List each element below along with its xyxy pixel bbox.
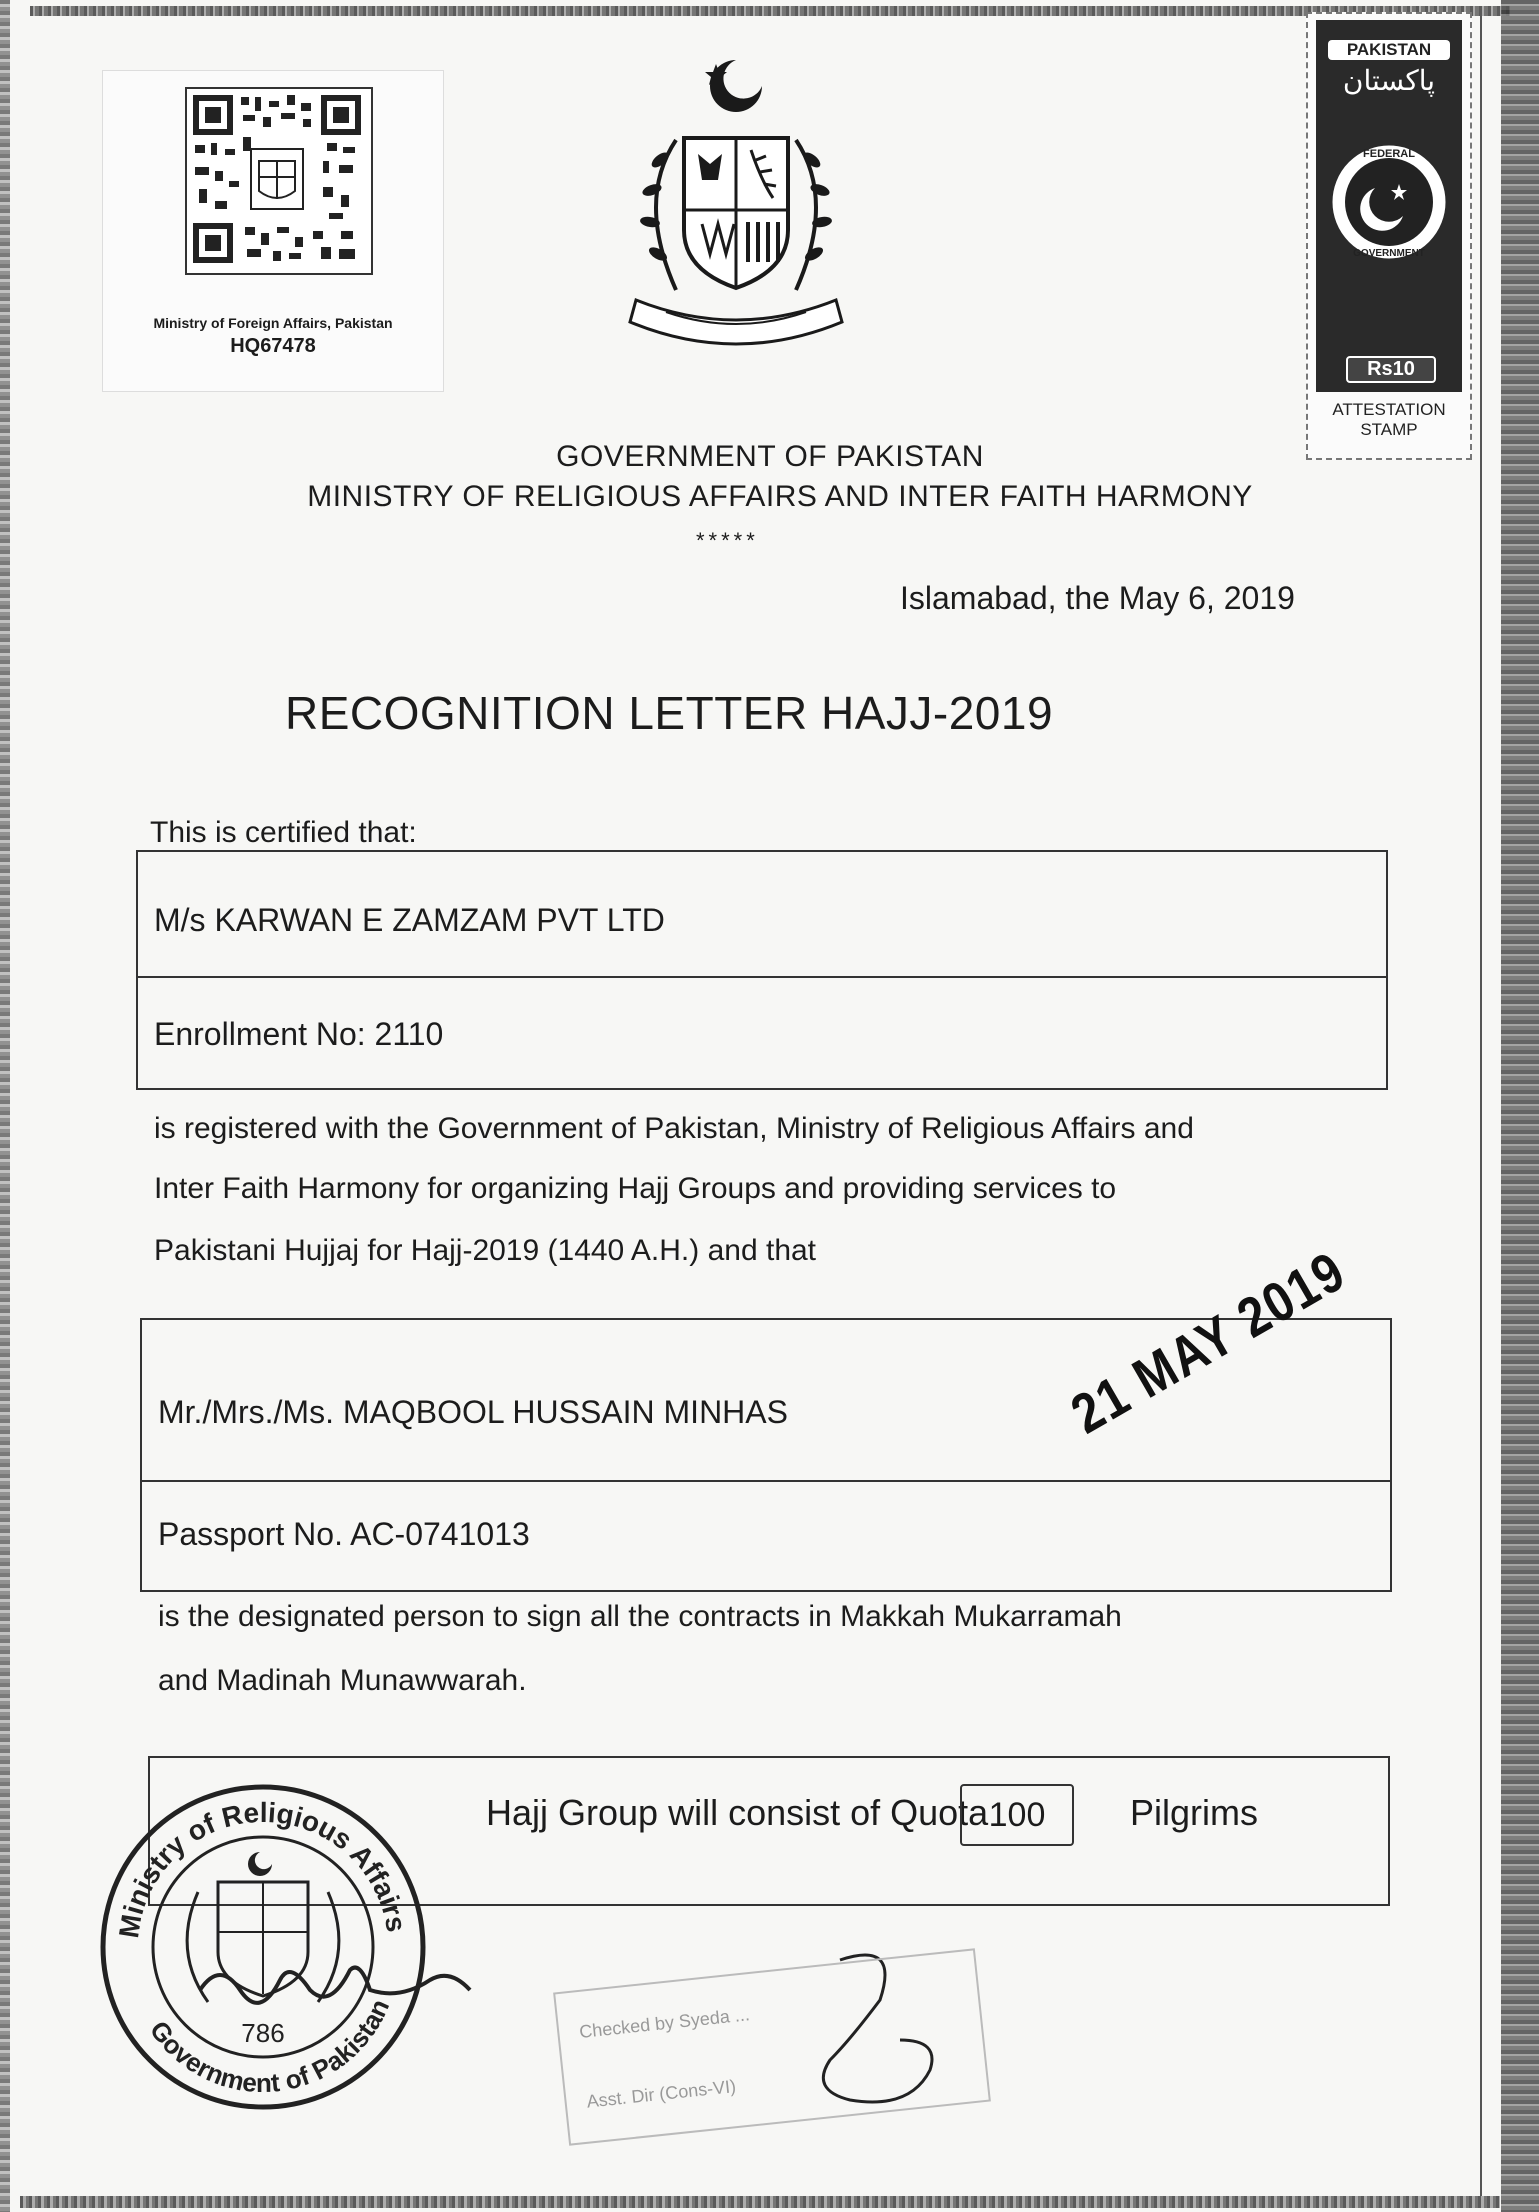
letter-title: RECOGNITION LETTER HAJJ-2019	[285, 687, 1054, 739]
state-emblem-icon	[606, 50, 866, 350]
certified-intro: This is certified that:	[150, 816, 417, 849]
seal-top-text: Ministry of Religious Affairs	[113, 1796, 413, 1941]
paragraph-1-line-3: Pakistani Hujjaj for Hajj-2019 (1440 A.H.) and that	[154, 1234, 817, 1267]
letter-date: Islamabad, the May 6, 2019	[900, 580, 1295, 616]
stamp-federal: FEDERAL	[1363, 148, 1415, 160]
seal-number: 786	[241, 2018, 285, 2048]
page-edge-line	[1480, 16, 1482, 2196]
qr-caption: Ministry of Foreign Affairs, Pakistan	[153, 315, 393, 331]
scan-border-top	[30, 6, 1510, 16]
person-name: Mr./Mrs./Ms. MAQBOOL HUSSAIN MINHAS	[158, 1394, 788, 1430]
stamp-artwork	[1316, 20, 1462, 392]
company-name: M/s KARWAN E ZAMZAM PVT LTD	[154, 902, 665, 938]
passport-number: Passport No. AC-0741013	[158, 1516, 530, 1552]
paragraph-1-line-1: is registered with the Government of Pakistan, Ministry of Religious Affairs and	[154, 1112, 1194, 1145]
qr-code-number: HQ67478	[230, 335, 316, 357]
company-box	[136, 850, 1388, 1090]
stamp-country-urdu: پاکستان	[1342, 65, 1436, 96]
verification-line-1: Checked by Syeda ...	[578, 2004, 751, 2042]
government-heading: GOVERNMENT OF PAKISTAN	[556, 440, 984, 473]
stamp-value: Rs10	[1346, 356, 1436, 383]
attestation-stamp	[1306, 12, 1472, 460]
received-date-stamp: 21 MAY 2019	[1060, 1238, 1356, 1446]
paragraph-2-line-2: and Madinah Munawwarah.	[158, 1664, 527, 1697]
scan-border-bottom	[20, 2196, 1500, 2208]
person-box-divider	[142, 1480, 1390, 1482]
company-box-divider	[138, 976, 1386, 978]
pilgrims-label: Pilgrims	[1130, 1792, 1259, 1833]
quota-label: Hajj Group will consist of Quota	[486, 1792, 989, 1833]
stamp-government: GOVERNMENT	[1353, 248, 1425, 259]
enrollment-number: Enrollment No: 2110	[154, 1016, 444, 1052]
seal-bottom-text: Government of Pakistan	[143, 1994, 396, 2099]
scan-border-right	[1501, 0, 1539, 2212]
attestation-label: ATTESTATION STAMP	[1332, 400, 1446, 439]
qr-code-card	[102, 70, 444, 392]
paragraph-2-line-1: is the designated person to sign all the contracts in Makkah Mukarramah	[158, 1600, 1122, 1633]
signature-mark	[190, 1940, 490, 2020]
quota-value: 100	[960, 1784, 1074, 1846]
ministry-heading: MINISTRY OF RELIGIOUS AFFAIRS AND INTER FAITH HARMONY	[307, 480, 1253, 513]
heading-stars: *****	[696, 528, 759, 553]
stamp-country: PAKISTAN	[1328, 40, 1450, 60]
paragraph-1-line-2: Inter Faith Harmony for organizing Hajj Groups and providing services to	[154, 1172, 1117, 1205]
scan-border-left	[0, 0, 10, 2212]
verification-line-2: Asst. Dir (Cons-VI)	[585, 2076, 737, 2112]
qr-code-icon	[185, 87, 373, 275]
